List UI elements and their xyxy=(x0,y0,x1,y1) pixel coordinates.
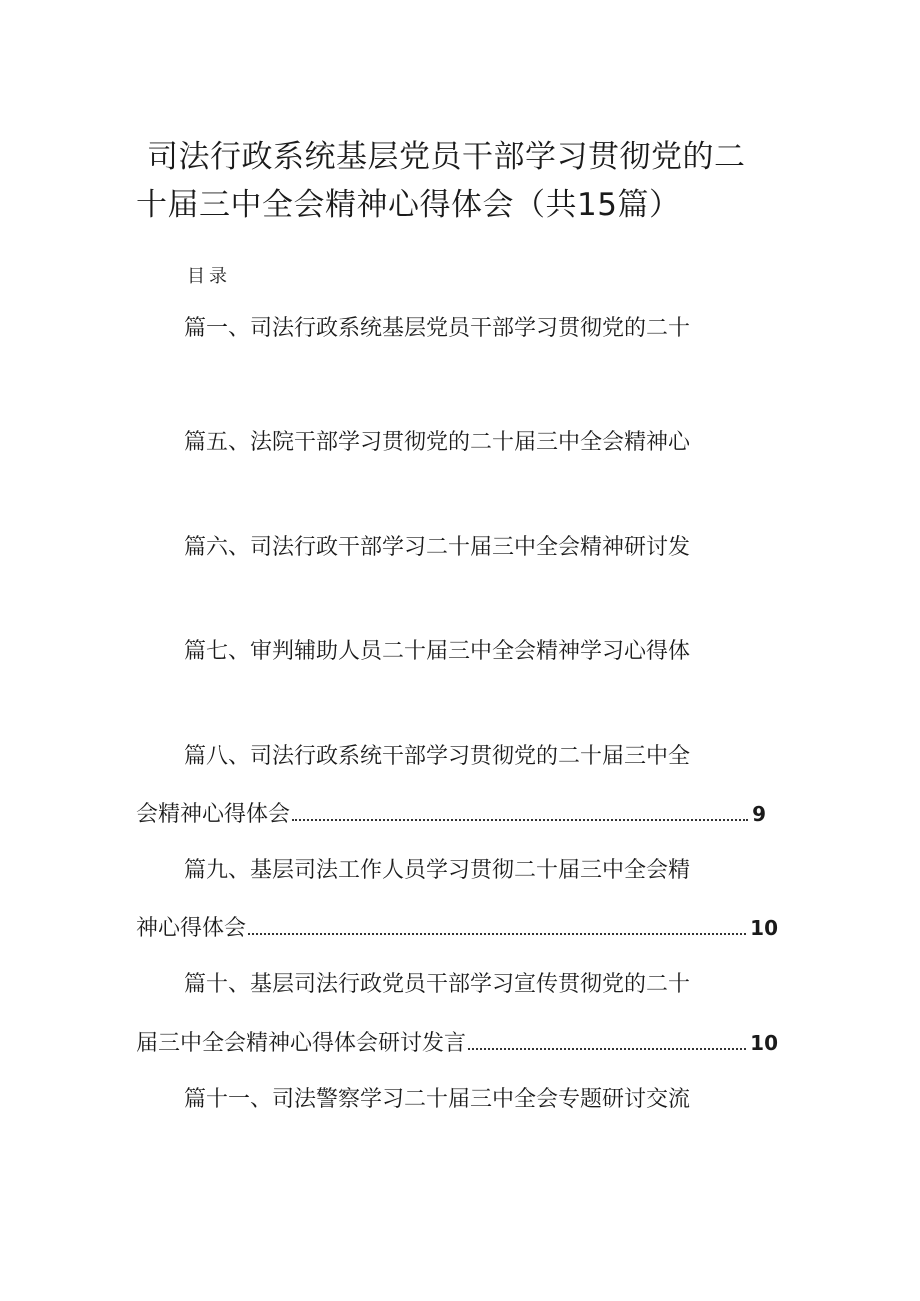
toc-entry-6[interactable]: 篇六、司法行政干部学习二十届三中全会精神研讨发 xyxy=(184,535,691,560)
title-line-1: 司法行政系统基层党员干部学习贯彻党的二 xyxy=(147,139,746,175)
toc-entry-11[interactable]: 篇十一、司法警察学习二十届三中全会专题研讨交流 xyxy=(184,1087,691,1112)
toc-entry-1[interactable]: 篇一、司法行政系统基层党员干部学习贯彻党的二十 xyxy=(184,316,691,341)
toc-entry-9-continuation[interactable] xyxy=(136,913,778,944)
toc-page-number: 10 xyxy=(750,1031,778,1055)
toc-page-number: 10 xyxy=(750,916,778,940)
title-line-2: 十届三中全会精神心得体会（共15篇） xyxy=(136,187,681,223)
toc-page-number: 9 xyxy=(752,802,766,826)
toc-entry-7[interactable]: 篇七、审判辅助人员二十届三中全会精神学习心得体 xyxy=(184,639,691,664)
dot-leader xyxy=(248,933,746,935)
toc-entry-10-text: 届三中全会精神心得体会研讨发言 xyxy=(136,1031,467,1056)
toc-entry-5[interactable]: 篇五、法院干部学习贯彻党的二十届三中全会精神心 xyxy=(184,430,691,455)
toc-label: 目录 xyxy=(187,266,231,287)
toc-entry-8-text: 会精神心得体会 xyxy=(136,802,291,827)
toc-entry-9[interactable]: 篇九、基层司法工作人员学习贯彻二十届三中全会精 xyxy=(184,858,691,883)
dot-leader xyxy=(292,819,748,821)
toc-entry-8-continuation[interactable] xyxy=(136,799,766,830)
dot-leader xyxy=(468,1048,746,1050)
toc-entry-10[interactable]: 篇十、基层司法行政党员干部学习宣传贯彻党的二十 xyxy=(184,972,691,997)
toc-entry-10-continuation[interactable] xyxy=(136,1028,778,1059)
toc-entry-8[interactable]: 篇八、司法行政系统干部学习贯彻党的二十届三中全 xyxy=(184,744,691,769)
toc-entry-9-text: 神心得体会 xyxy=(136,916,247,941)
